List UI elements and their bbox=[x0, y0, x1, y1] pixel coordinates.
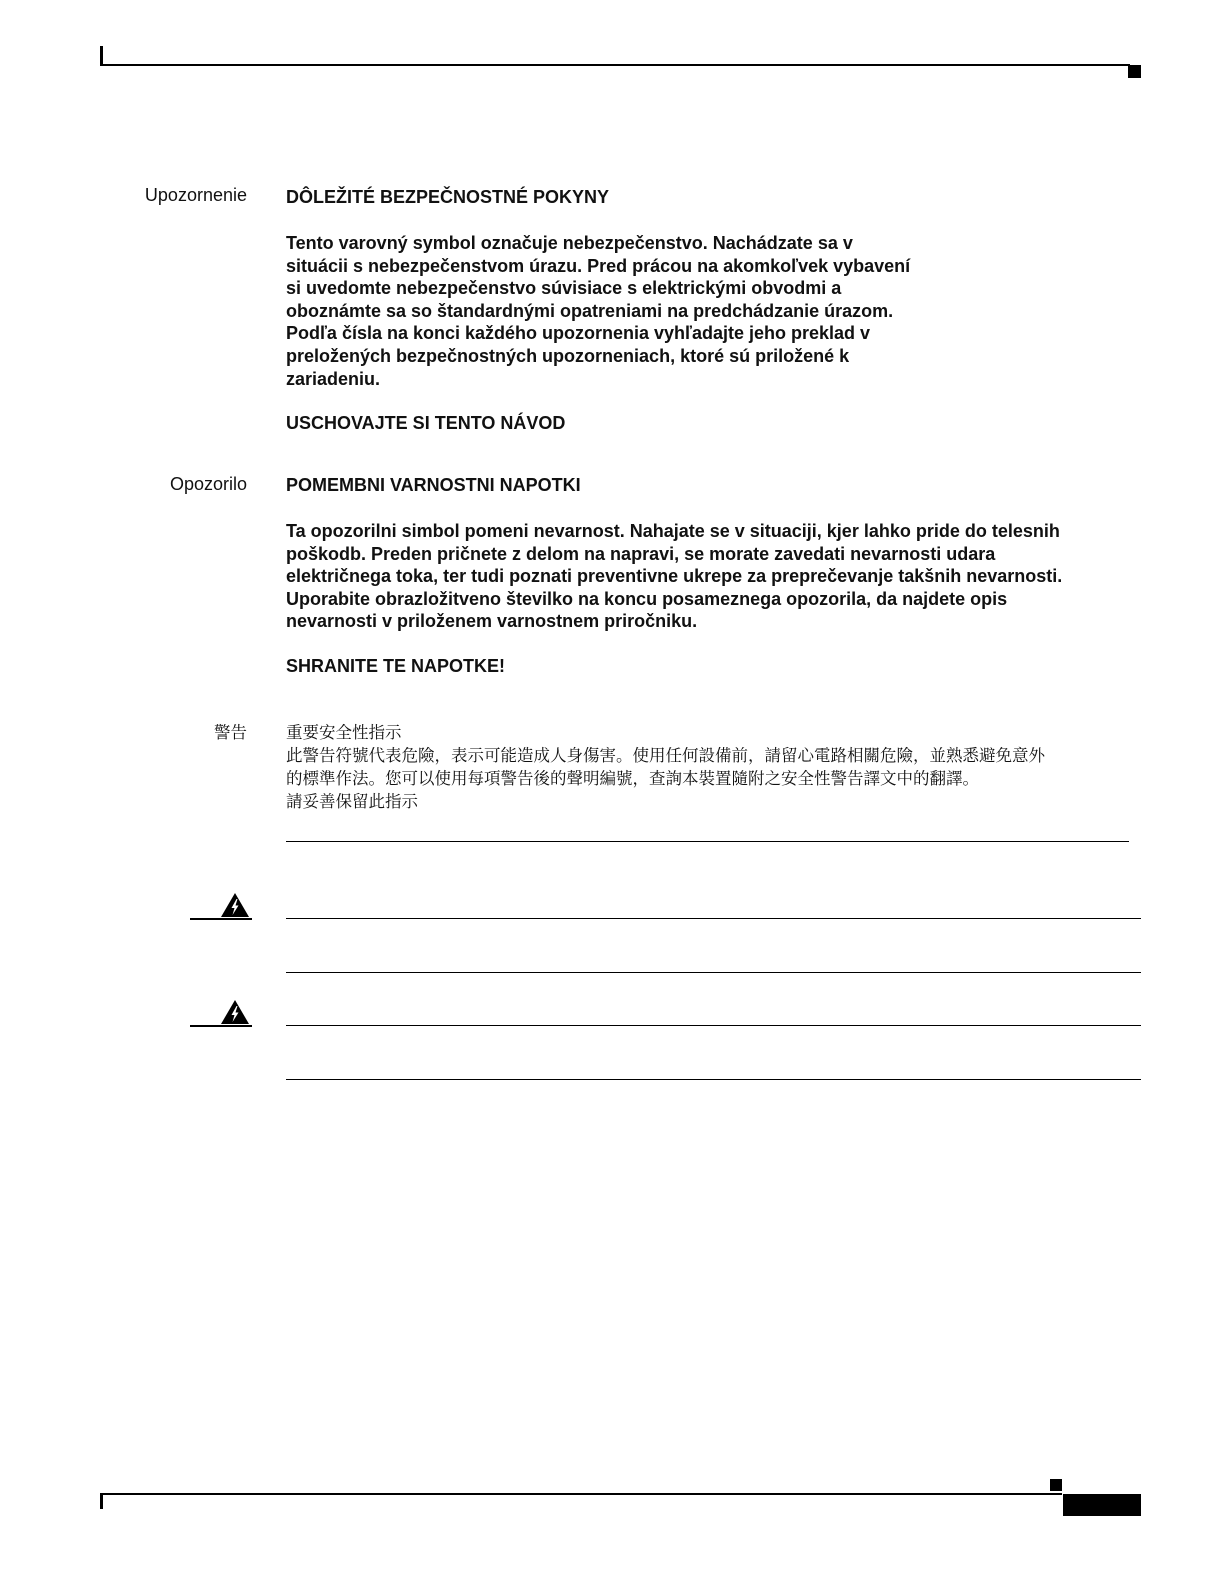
warning-rule-bottom bbox=[286, 1079, 1141, 1080]
warning-footer: USCHOVAJTE SI TENTO NÁVOD bbox=[286, 413, 566, 434]
warning-label-chinese: 警告 bbox=[214, 723, 247, 742]
warning-body bbox=[286, 232, 910, 390]
header-marker bbox=[1128, 65, 1141, 78]
body-line: situácii s nebezpečenstvom úrazu. Pred prácou na akomkoľvek vybavení bbox=[286, 255, 911, 276]
warning-body bbox=[286, 520, 1062, 633]
warning-label-slovenian: Opozorilo bbox=[169, 474, 247, 494]
body-line: si uvedomte nebezpečenstvo súvisiace s elektrickými obvodmi a bbox=[286, 278, 842, 299]
body-line: 此警告符號代表危險，表示可能造成人身傷害。使用任何設備前，請留心電路相關危險，並熟悉避免意外 bbox=[286, 746, 1045, 765]
warning-heading: DÔLEŽITÉ BEZPEČNOSTNÉ POKYNY bbox=[286, 187, 610, 207]
body-line: 的標準作法。您可以使用每項警告後的聲明編號，查詢本裝置隨附之安全性警告譯文中的翻譯。 bbox=[286, 769, 979, 788]
header-rule bbox=[100, 64, 1130, 66]
body-line: Uporabite obrazložitveno številko na koncu posameznega opozorila, da najdete opis bbox=[286, 588, 1008, 609]
body-line: oboznámte sa so štandardnými opatreniami na predchádzanie úrazom. bbox=[286, 300, 894, 321]
header-tick bbox=[100, 46, 103, 66]
body-line: preložených bezpečnostných upozorneniach, ktoré sú priložené k bbox=[286, 345, 850, 366]
body-line: zariadeniu. bbox=[286, 368, 381, 389]
icon-underline bbox=[190, 1025, 252, 1027]
page-number-tab bbox=[1063, 1494, 1141, 1516]
warning-footer: 請妥善保留此指示 bbox=[286, 792, 418, 811]
footer-marker bbox=[1050, 1479, 1062, 1491]
section-divider bbox=[286, 841, 1129, 842]
warning-icon bbox=[220, 892, 250, 918]
body-line: Podľa čísla na konci každého upozornenia vyhľadajte jeho preklad v bbox=[286, 323, 871, 344]
warning-label-slovak: Upozornenie bbox=[144, 185, 247, 205]
warning-footer: SHRANITE TE NAPOTKE! bbox=[286, 655, 506, 676]
footer-rule bbox=[100, 1493, 1062, 1495]
body-line: električnega toka, ter tudi poznati preventivne ukrepe za preprečevanje takšnih nevarnosti. bbox=[286, 566, 1063, 587]
warning-rule-bottom bbox=[286, 972, 1141, 973]
warning-rule-top bbox=[286, 1025, 1141, 1026]
warning-rule-top bbox=[286, 918, 1141, 919]
body-line: poškodb. Preden pričnete z delom na napravi, se morate zavedati nevarnosti udara bbox=[286, 543, 996, 564]
body-line: Tento varovný symbol označuje nebezpečenstvo. Nachádzate sa v bbox=[286, 233, 853, 253]
warning-block-chinese bbox=[286, 721, 1045, 813]
icon-underline bbox=[190, 918, 252, 920]
warning-block-slovak bbox=[286, 186, 910, 434]
warning-heading: POMEMBNI VARNOSTNI NAPOTKI bbox=[286, 475, 581, 495]
body-line: Ta opozorilni simbol pomeni nevarnost. Nahajate se v situaciji, kjer lahko pride do telesnih bbox=[286, 521, 1060, 541]
warning-icon bbox=[220, 999, 250, 1025]
body-line: nevarnosti v priloženem varnostnem priročniku. bbox=[286, 611, 698, 632]
warning-heading: 重要安全性指示 bbox=[286, 723, 402, 742]
footer-tick bbox=[100, 1493, 103, 1509]
warning-block-slovenian bbox=[286, 474, 1062, 677]
